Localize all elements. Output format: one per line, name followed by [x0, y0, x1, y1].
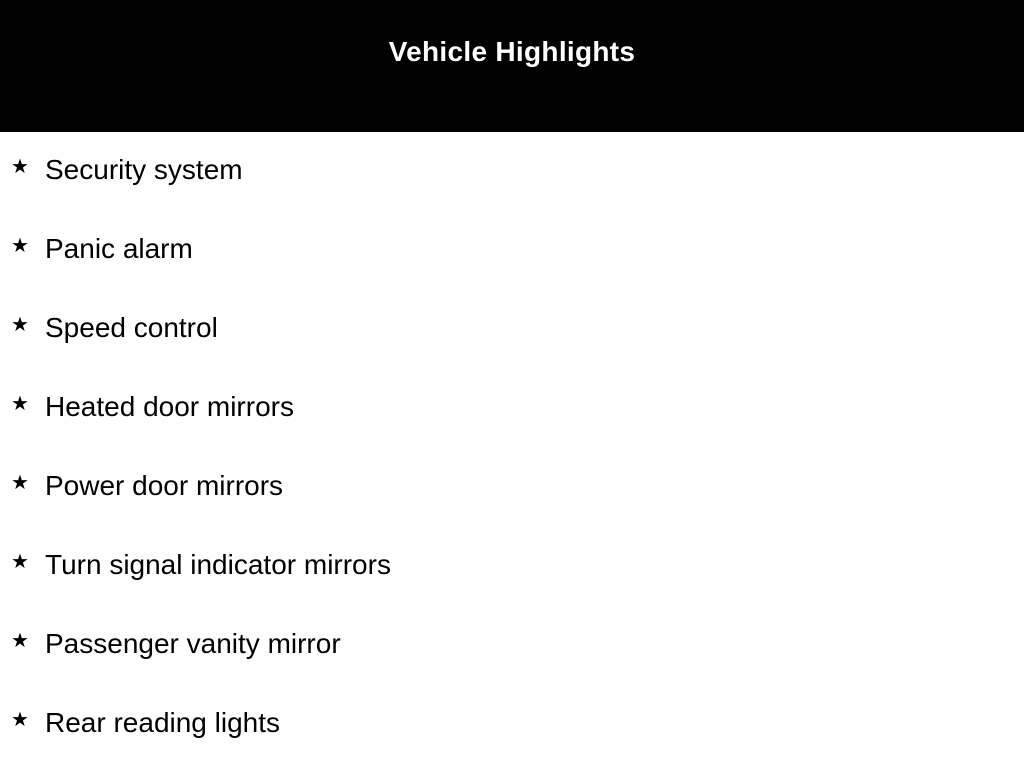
- star-icon: ★: [11, 470, 29, 494]
- star-icon: ★: [11, 628, 29, 652]
- list-item-label: Passenger vanity mirror: [45, 628, 341, 659]
- list-item: [0, 606, 1024, 685]
- star-icon: ★: [11, 233, 29, 257]
- star-icon: ★: [11, 312, 29, 336]
- list-item-label: Speed control: [45, 312, 218, 343]
- star-icon: ★: [11, 154, 29, 178]
- star-icon: ★: [11, 707, 29, 731]
- list-item: [0, 448, 1024, 527]
- list-item: [0, 132, 1024, 211]
- list-item-label: Security system: [45, 154, 243, 185]
- star-icon: ★: [11, 549, 29, 573]
- list-item: [0, 527, 1024, 606]
- list-item-label: Power door mirrors: [45, 470, 284, 501]
- page-title: Vehicle Highlights: [388, 36, 636, 67]
- list-item-label: Rear reading lights: [45, 707, 281, 738]
- star-icon: ★: [11, 391, 29, 415]
- page-header: [0, 0, 1024, 132]
- highlights-list: [0, 132, 1024, 764]
- list-item: [0, 369, 1024, 448]
- list-item-label: Panic alarm: [45, 233, 193, 264]
- list-item-label: Heated door mirrors: [45, 391, 294, 422]
- list-item: [0, 211, 1024, 290]
- list-item: [0, 685, 1024, 764]
- list-item: [0, 290, 1024, 369]
- list-item-label: Turn signal indicator mirrors: [45, 549, 391, 580]
